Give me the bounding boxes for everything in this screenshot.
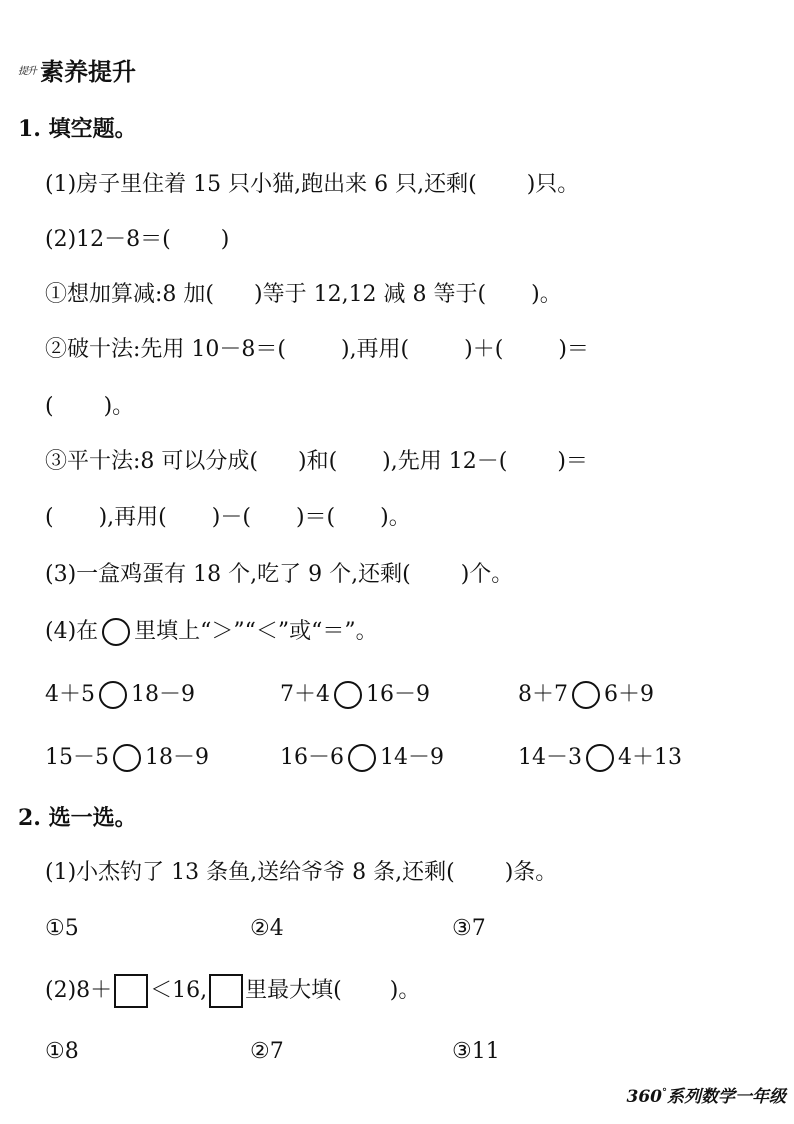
q1-part3: (3)一盒鸡蛋有 18 个,吃了 9 个,还剩( )个。 xyxy=(45,562,514,587)
option-item[interactable]: ①5 xyxy=(45,916,79,941)
q2-heading: 2. 选一选。 xyxy=(18,805,137,831)
compare-item: 7＋4 16－9 xyxy=(280,682,430,707)
q1-part2: (2)12－8＝( ) xyxy=(45,227,230,252)
compare-circle[interactable] xyxy=(113,744,141,772)
option-item[interactable]: ②7 xyxy=(250,1039,284,1064)
q2-part1: (1)小杰钓了 13 条鱼,送给爷爷 8 条,还剩( )条。 xyxy=(45,860,558,885)
section-title: 素养提升 xyxy=(40,58,136,86)
compare-item: 16－6 14－9 xyxy=(280,745,444,770)
q1-part2-method2: ②破十法:先用 10－8＝( ),再用( )＋( )＝ xyxy=(45,337,589,362)
option-item[interactable]: ③11 xyxy=(452,1039,500,1064)
q1-part2-method3: ③平十法:8 可以分成( )和( ),先用 12－( )＝ xyxy=(45,449,588,474)
compare-item: 14－3 4＋13 xyxy=(518,745,682,770)
q1-part4: (4)在 里填上“＞”“＜”或“＝”。 xyxy=(45,619,378,644)
square-box[interactable] xyxy=(114,974,148,1008)
q1-part2-method1: ①想加算减:8 加( )等于 12,12 减 8 等于( )。 xyxy=(45,282,562,307)
q1-part2-method3-cont: ( ),再用( )－( )＝( )。 xyxy=(45,505,411,530)
compare-circle[interactable] xyxy=(586,744,614,772)
compare-circle[interactable] xyxy=(572,681,600,709)
option-item[interactable]: ③7 xyxy=(452,916,486,941)
option-item[interactable]: ②4 xyxy=(250,916,284,941)
q1-part2-method2-cont: ( )。 xyxy=(45,394,135,419)
section-deco-icon: 提升 xyxy=(18,66,36,77)
circle-icon xyxy=(102,618,130,646)
q1-heading: 1. 填空题。 xyxy=(18,116,137,142)
section-header xyxy=(18,52,136,87)
footer-series: 360°系列数学一年级 xyxy=(626,1087,786,1107)
compare-item: 8＋7 6＋9 xyxy=(518,682,654,707)
compare-circle[interactable] xyxy=(99,681,127,709)
compare-circle[interactable] xyxy=(334,681,362,709)
q1-part1: (1)房子里住着 15 只小猫,跑出来 6 只,还剩( )只。 xyxy=(45,172,580,197)
compare-item: 15－5 18－9 xyxy=(45,745,209,770)
compare-item: 4＋5 18－9 xyxy=(45,682,195,707)
square-box[interactable] xyxy=(209,974,243,1008)
option-item[interactable]: ①8 xyxy=(45,1039,79,1064)
compare-circle[interactable] xyxy=(348,744,376,772)
q2-part2: (2)8＋ ＜16, 里最大填( )。 xyxy=(45,974,420,1008)
